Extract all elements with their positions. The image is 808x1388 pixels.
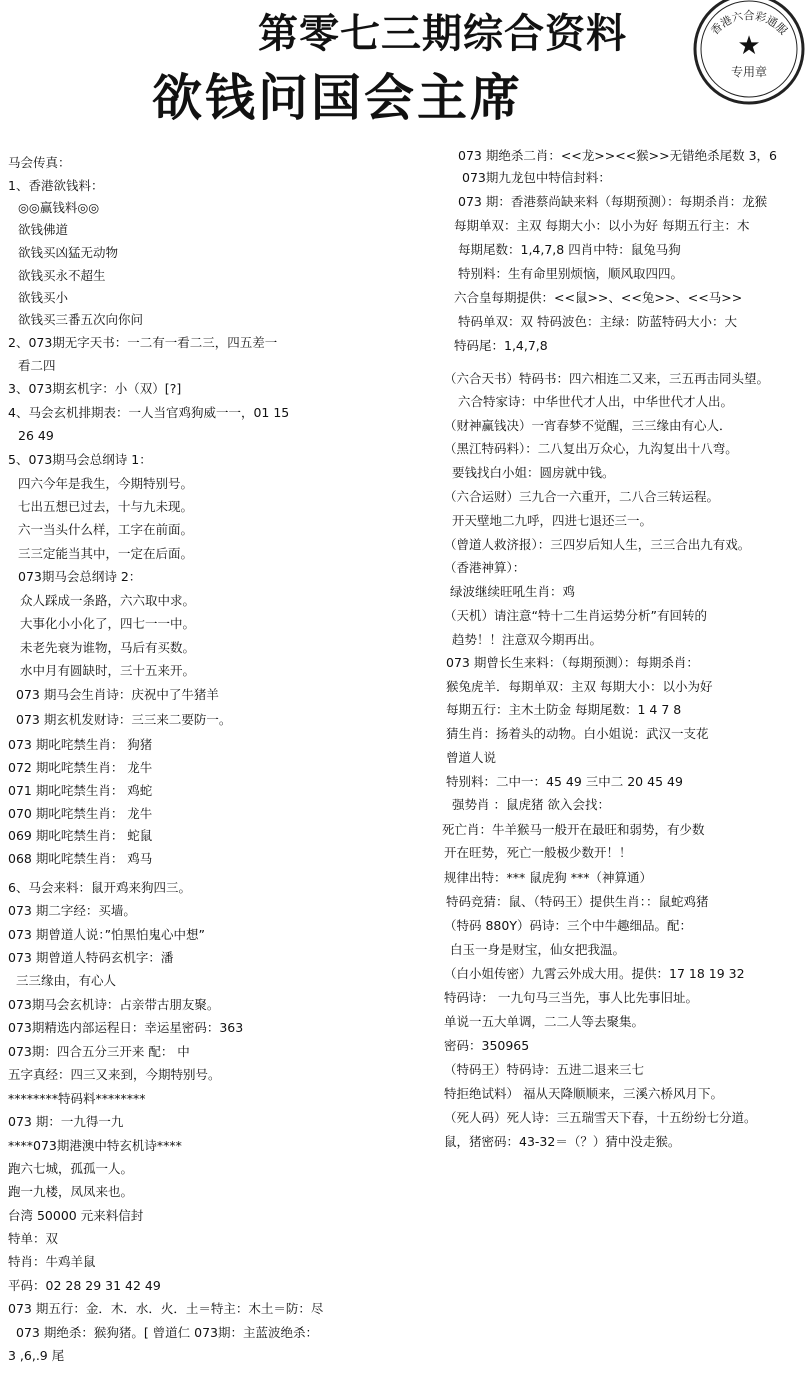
left-line-30: 069 期叱咤禁生肖： 蛇鼠 — [8, 828, 153, 843]
right-line-31: 规律出特：*** 鼠虎狗 ***（神算通） — [444, 870, 652, 885]
left-line-10: 看二四 — [18, 358, 56, 373]
right-line-11: 六合特家诗：中华世代才人出，中华世代才人出。 — [458, 394, 734, 409]
right-line-17: （曾道人救济报）：三四岁后知人生，三三合出九有戏。 — [444, 537, 751, 552]
left-line-6: 欲钱买永不超生 — [18, 268, 106, 283]
right-line-32: 特码竞猜：鼠、（特码王）提供生肖：：鼠蛇鸡猪 — [446, 894, 709, 909]
left-line-25: 073 期玄机发财诗：三三来二要防一。 — [16, 712, 232, 727]
right-line-21: 趋势！！注意双今期再出。 — [452, 632, 603, 647]
official-stamp-icon — [690, 0, 808, 108]
left-line-48: 特肖：牛鸡羊鼠 — [8, 1254, 96, 1269]
stamp-bottom-text: 专用章 — [730, 65, 768, 79]
left-line-46: 台湾 50000 元来料信封 — [8, 1208, 144, 1223]
right-line-42: 鼠，猪密码：43-32＝（？）猜中没走猴。 — [444, 1134, 681, 1149]
left-line-1: 马会传真： — [8, 155, 71, 170]
left-line-40: 五字真经：四三又来到，今期特别号。 — [8, 1067, 221, 1082]
left-line-9: 2、073期无字天书：一二有一看二三，四五差一 — [8, 335, 278, 350]
left-line-29: 070 期叱咤禁生肖： 龙牛 — [8, 806, 153, 821]
right-line-14: 要钱找白小姐：圆房就中钱。 — [452, 465, 615, 480]
left-line-52: 3 ,6,.9 尾 — [8, 1348, 65, 1363]
right-line-18: （香港神算）： — [444, 560, 526, 575]
left-line-5: 欲钱买凶猛无动物 — [18, 245, 119, 260]
left-line-7: 欲钱买小 — [18, 290, 69, 305]
left-line-12: 4、马会玄机排期表：一人当官鸡狗威一一，01 15 — [8, 405, 290, 420]
left-line-26: 073 期叱咤禁生肖： 狗猪 — [8, 737, 153, 752]
left-line-23: 水中月有圆缺时，三十五来开。 — [20, 663, 196, 678]
right-line-23: 猴兔虎羊．每期单双：主双 每期大小：以小为好 — [446, 679, 713, 694]
right-line-39: （特码王）特码诗：五进二退来三七 — [444, 1062, 645, 1077]
left-line-22: 未老先衰为谁物，马后有买数。 — [20, 640, 196, 655]
left-line-16: 七出五想已过去，十与九未现。 — [18, 499, 194, 514]
left-line-49: 平码：02 28 29 31 42 49 — [8, 1278, 161, 1293]
stamp-star-icon: ★ — [737, 31, 761, 61]
left-line-13: 26 49 — [18, 428, 54, 443]
left-line-43: ****073期港澳中特玄机诗**** — [8, 1138, 182, 1153]
right-line-16: 开天壁地二九呼，四进七退还三一。 — [452, 513, 653, 528]
left-line-20: 众人踩成一条路，六六取中求。 — [20, 593, 196, 608]
left-line-31: 068 期叱咤禁生肖： 鸡马 — [8, 851, 153, 866]
left-line-45: 跑一九楼，凤凤来也。 — [8, 1184, 134, 1199]
left-line-36: 三三缘由，有心人 — [16, 973, 117, 988]
left-line-4: 欲钱佛道 — [18, 222, 69, 237]
right-line-19: 绿波继续旺吼生肖：鸡 — [450, 584, 576, 599]
right-line-12: （财神赢钱决）一宵春梦不觉醒，三三缘由有心人． — [444, 418, 732, 433]
left-line-42: 073 期：一九得一九 — [8, 1114, 124, 1129]
left-line-37: 073期马会玄机诗：占亲带古朋友聚。 — [8, 997, 220, 1012]
left-line-8: 欲钱买三番五次向你问 — [18, 312, 144, 327]
left-line-32: 6、马会来料：鼠开鸡来狗四三。 — [8, 880, 191, 895]
left-line-50: 073 期五行：金．木．水．火．土＝特主：木土＝防：尽 — [8, 1301, 324, 1316]
right-line-30: 开在旺势，死亡一般极少数开！！ — [444, 845, 632, 860]
right-line-27: 特别料：二中一：45 49 三中二 20 45 49 — [446, 774, 683, 789]
left-line-3: ◎◎赢钱料◎◎ — [18, 200, 100, 215]
page-title: 第零七三期综合资料 — [258, 11, 627, 57]
right-line-9: 特码尾：1,4,7,8 — [454, 338, 548, 353]
right-line-4: 每期单双：主双 每期大小：以小为好 每期五行主：木 — [454, 218, 750, 233]
right-line-7: 六合皇每期提供：<<鼠>>、<<兔>>、<<马>> — [454, 290, 743, 305]
right-line-40: 特拒绝试料） 福从天降顺顺来，三溪六桥风月下。 — [444, 1086, 723, 1101]
right-line-6: 特别料：生有命里别烦恼，顺风取四四。 — [458, 266, 684, 281]
left-line-18: 三三定能当其中，一定在后面。 — [18, 546, 194, 561]
right-line-33: （特码 880Y）码诗：三个中牛趣细品。配： — [444, 918, 692, 933]
left-line-33: 073 期二字经：买墙。 — [8, 903, 136, 918]
left-line-39: 073期：四合五分三开来 配： 中 — [8, 1044, 190, 1059]
right-line-36: 特码诗： 一九句马三当先，事人比先事旧址。 — [444, 990, 698, 1005]
right-line-38: 密码：350965 — [444, 1038, 530, 1053]
left-line-21: 大事化小小化了，四七一一中。 — [20, 616, 196, 631]
right-line-41: （死人码）死人诗：三五瑞雪天下春，十五纷纷七分道。 — [444, 1110, 757, 1125]
right-line-10: （六合天书）特码书：四六相连二又来，三五再击同头望。 — [444, 371, 770, 386]
left-line-38: 073期精选内部运程日：幸运星密码：363 — [8, 1020, 244, 1035]
right-line-1: 073 期绝杀二肖：<<龙>><<猴>>无错绝杀尾数 3，6 — [458, 148, 778, 163]
right-line-34: 白玉一身是财宝，仙女把我温。 — [450, 942, 626, 957]
right-line-15: （六合运财）三九合一六重开，二八合三转运程。 — [444, 489, 720, 504]
right-line-3: 073 期：香港蔡尚缺来料（每期预测）：每期杀肖：龙猴 — [458, 194, 768, 209]
right-line-22: 073 期曾长生来料：（每期预测）：每期杀肖： — [446, 655, 699, 670]
right-line-24: 每期五行：主木土防金 每期尾数：1 4 7 8 — [446, 702, 682, 717]
page-subtitle: 欲钱问国会主席 — [152, 69, 523, 127]
left-line-51: 073 期绝杀：猴狗猪。[ 曾道仁 073期：主蓝波绝杀： — [16, 1325, 319, 1340]
left-line-17: 六一当头什么样，工字在前面。 — [18, 522, 194, 537]
left-line-27: 072 期叱咤禁生肖： 龙牛 — [8, 760, 153, 775]
left-line-19: 073期马会总纲诗 2： — [18, 569, 142, 584]
right-line-29: 死亡肖：牛羊猴马一般开在最旺和弱势，有少数 — [442, 822, 705, 837]
right-line-13: （黑江特码料）：二八复出万众心，九沟复出十八弯。 — [444, 441, 738, 456]
right-line-35: （白小姐传密）九霄云外成大用。提供：17 18 19 32 — [444, 966, 745, 981]
left-line-34: 073 期曾道人说：”怕黑怕鬼心中想” — [8, 927, 206, 942]
left-line-35: 073 期曾道人特码玄机字：潘 — [8, 950, 174, 965]
left-line-2: 1、香港欲钱料： — [8, 178, 104, 193]
left-line-11: 3、073期玄机字：小（双）[?] — [8, 381, 182, 396]
left-line-44: 跑六七城，孤孤一人。 — [8, 1161, 134, 1176]
right-line-5: 每期尾数：1,4,7,8 四肖中特：鼠兔马狗 — [458, 242, 681, 257]
stamp-top-text: 香港六合彩通服 — [708, 9, 790, 38]
right-line-2: 073期九龙包中特信封料： — [462, 170, 611, 185]
right-line-26: 曾道人说 — [446, 750, 497, 765]
left-line-15: 四六今年是我生，今期特别号。 — [18, 476, 194, 491]
left-line-24: 073 期马会生肖诗：庆祝中了牛猪羊 — [16, 687, 219, 702]
right-line-37: 单说一五大单调，二二人等去聚集。 — [444, 1014, 645, 1029]
left-line-28: 071 期叱咤禁生肖： 鸡蛇 — [8, 783, 153, 798]
right-line-28: 强势肖 ：鼠虎猪 欲入会找： — [452, 797, 610, 812]
right-line-25: 猜生肖：扬着头的动物。白小姐说：武汉一支花 — [446, 726, 709, 741]
right-line-20: （天机）请注意“特十二生肖运势分析”有回转的 — [444, 608, 707, 623]
right-line-8: 特码单双：双 特码波色：主绿：防蓝特码大小：大 — [458, 314, 737, 329]
left-line-41: ********特码料******** — [8, 1091, 146, 1106]
left-line-47: 特单：双 — [8, 1231, 59, 1246]
left-line-14: 5、073期马会总纲诗 1： — [8, 452, 152, 467]
